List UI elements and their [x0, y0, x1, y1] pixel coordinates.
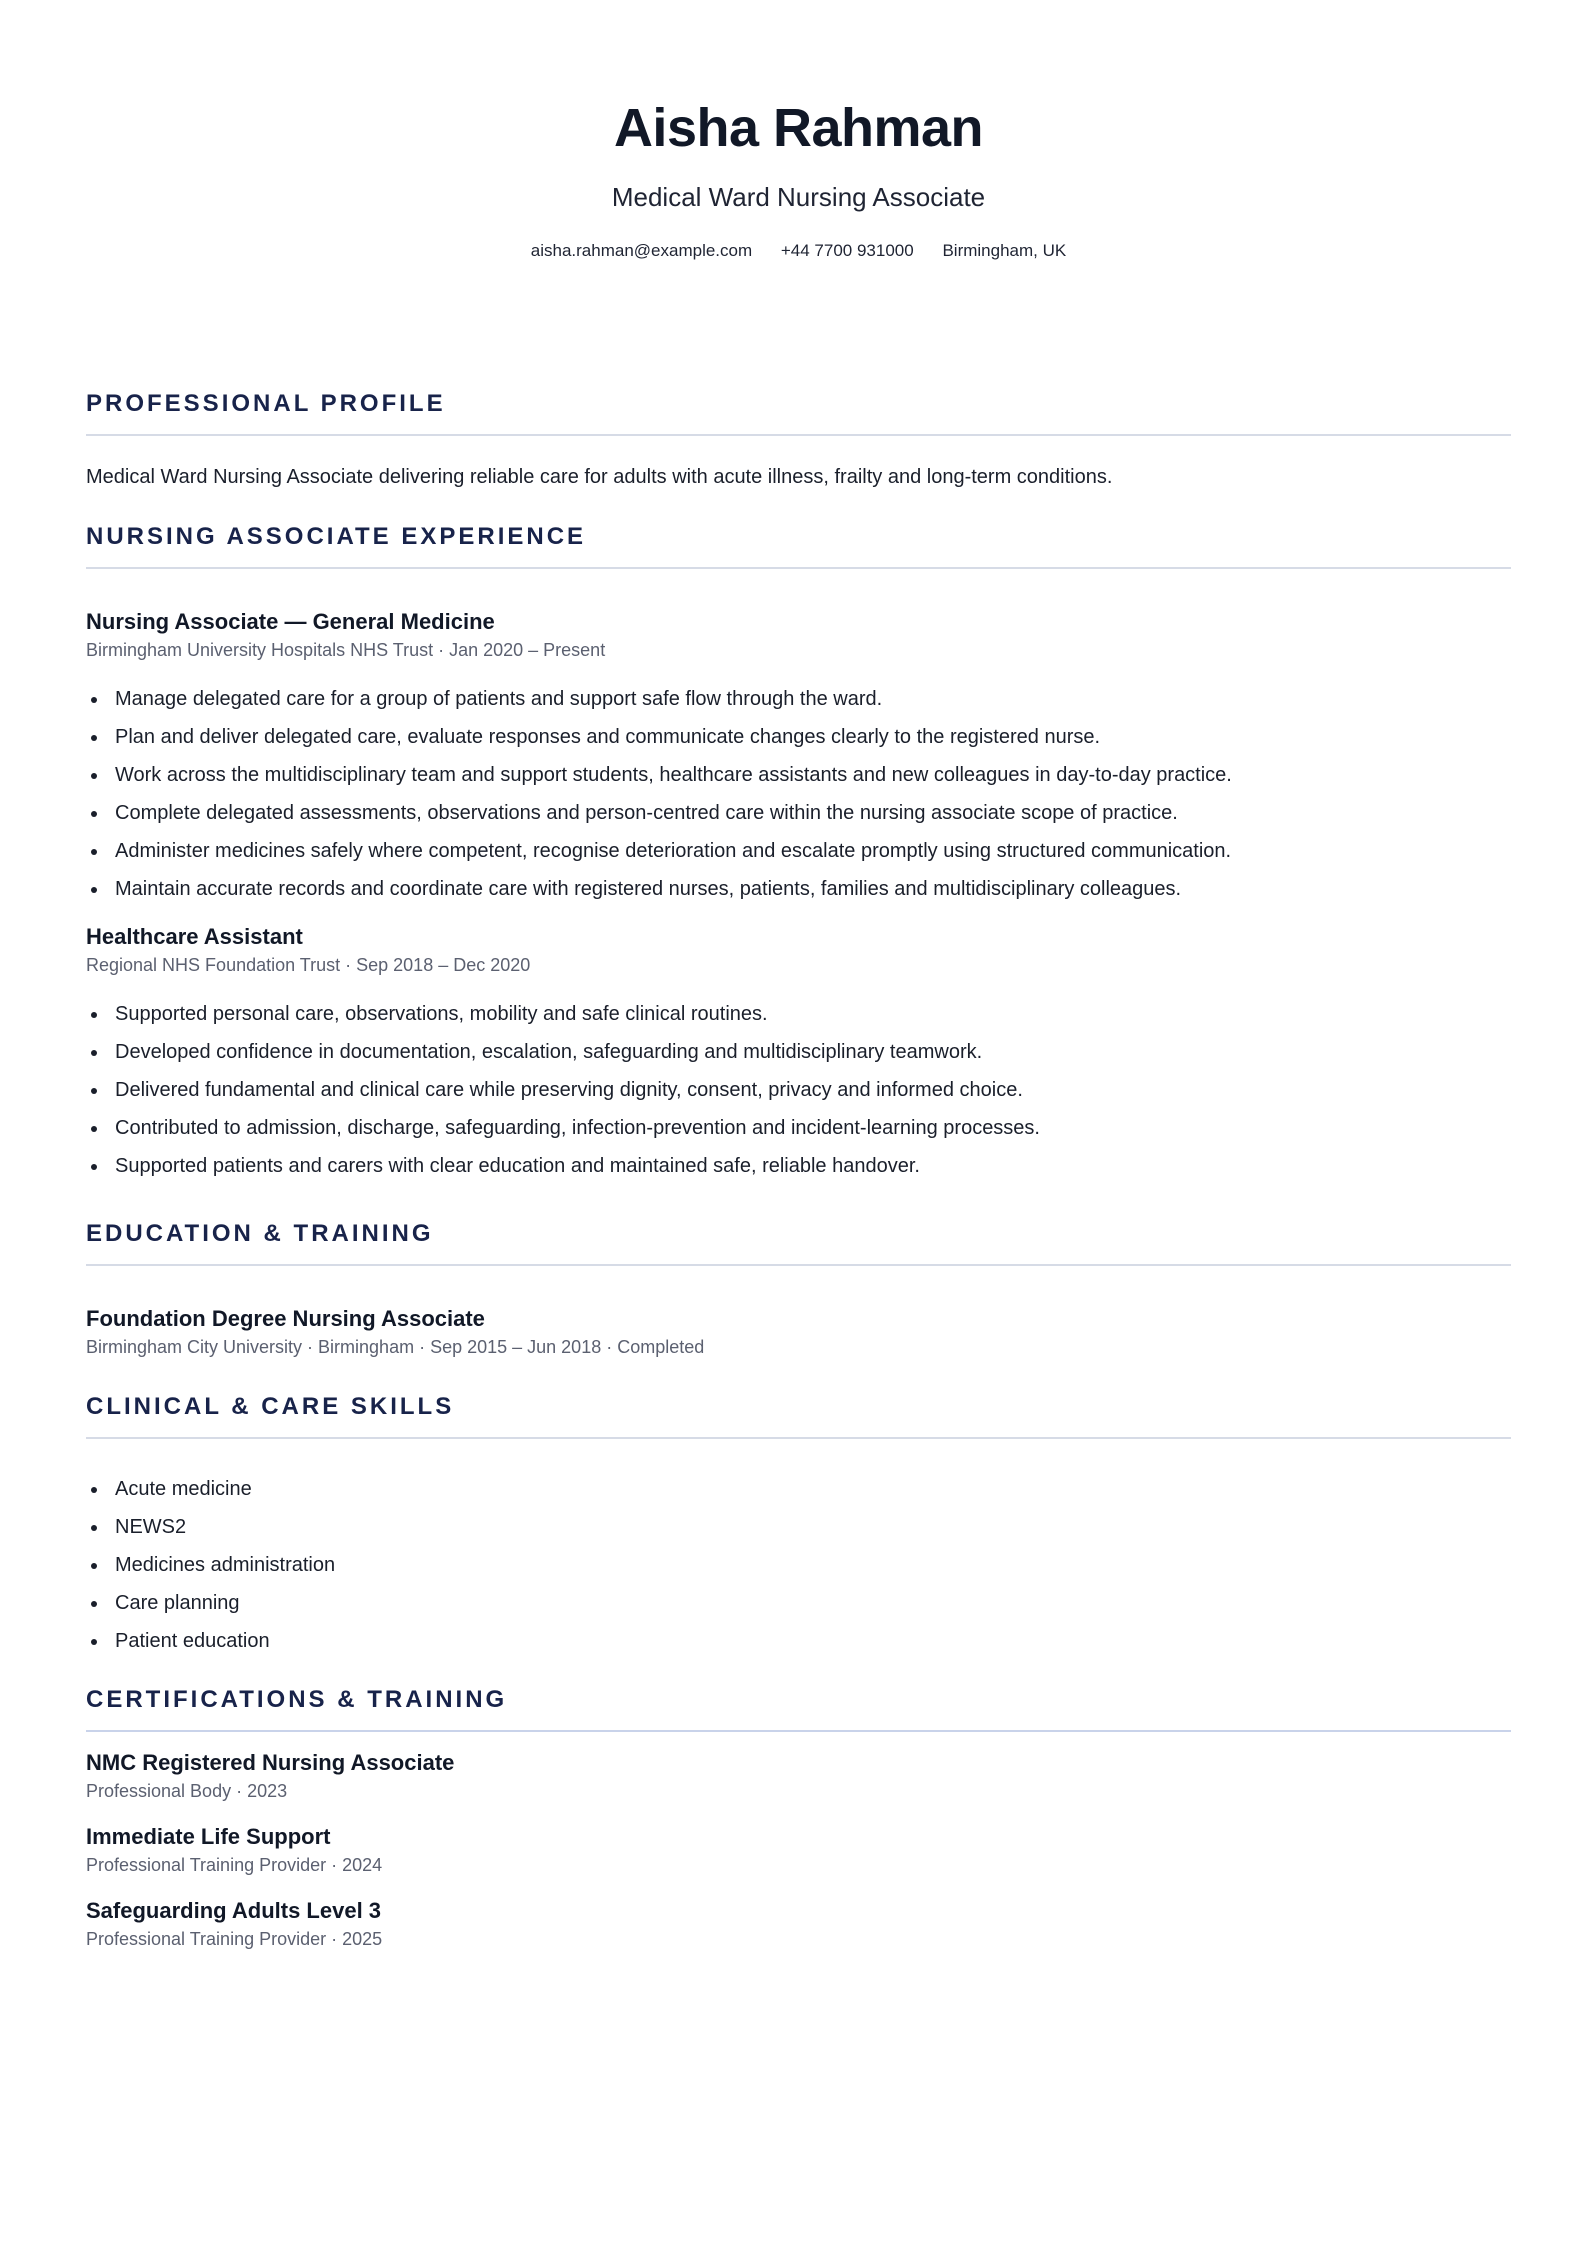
job-entry-2	[86, 924, 1511, 1185]
contact-email: aisha.rahman@example.com	[530, 241, 753, 260]
list-item: Work across the multidisciplinary team and support students, healthcare assistants and new colleagues in day-to-day practice.	[86, 756, 1511, 794]
section-divider	[86, 1730, 1511, 1732]
section-experience	[86, 523, 1511, 1185]
certification-meta: Professional Training Provider · 2025	[86, 1929, 383, 1949]
list-item: Delivered fundamental and clinical care while preserving dignity, consent, privacy and informed choice.	[86, 1071, 1511, 1109]
bullet-dot	[91, 887, 97, 893]
candidate-name: Aisha Rahman	[613, 98, 984, 158]
certification-entry	[86, 1750, 1511, 1802]
list-item: Developed confidence in documentation, escalation, safeguarding and multidisciplinary teamwork.	[86, 1033, 1511, 1071]
bullet-dot	[91, 849, 97, 855]
contact-line	[86, 241, 1511, 261]
skills-list	[86, 1470, 1511, 1660]
job-bullets	[86, 680, 1511, 908]
list-item: Maintain accurate records and coordinate care with registered nurses, patients, families and multidisciplinary colleagues.	[86, 870, 1511, 908]
list-item: Contributed to admission, discharge, safeguarding, infection-prevention and incident-learning processes.	[86, 1109, 1511, 1147]
section-divider	[86, 1437, 1511, 1439]
section-divider	[86, 1264, 1511, 1266]
section-education	[86, 1220, 1511, 1358]
section-certifications	[86, 1686, 1511, 1950]
bullet-dot	[91, 1088, 97, 1094]
bullet-dot	[91, 1012, 97, 1018]
job-title: Nursing Associate — General Medicine	[86, 609, 495, 634]
resume-header	[86, 0, 1511, 261]
degree-title: Foundation Degree Nursing Associate	[86, 1306, 485, 1331]
list-item: Complete delegated assessments, observations and person-centred care within the nursing associate scope of practice.	[86, 794, 1511, 832]
bullet-dot	[91, 1525, 97, 1531]
bullet-dot	[91, 1563, 97, 1569]
list-item: Manage delegated care for a group of patients and support safe flow through the ward.	[86, 680, 1511, 718]
section-profile	[86, 390, 1511, 490]
bullet-dot	[91, 697, 97, 703]
certification-entry	[86, 1898, 1511, 1950]
certification-meta: Professional Body · 2023	[86, 1781, 288, 1801]
section-title-certifications: CERTIFICATIONS & TRAINING	[86, 1686, 508, 1713]
section-title-skills: CLINICAL & CARE SKILLS	[86, 1393, 455, 1420]
resume-page	[86, 0, 1511, 1949]
bullet-dot	[91, 773, 97, 779]
certification-title: Immediate Life Support	[86, 1824, 331, 1849]
section-skills	[86, 1393, 1511, 1660]
list-item: Patient education	[86, 1622, 1511, 1660]
job-entry-1	[86, 609, 1511, 908]
list-item: Medicines administration	[86, 1546, 1511, 1584]
bullet-dot	[91, 1050, 97, 1056]
profile-summary: Medical Ward Nursing Associate delivering reliable care for adults with acute illness, frailty and long-term conditions.	[86, 466, 1113, 488]
education-entry	[86, 1306, 1511, 1358]
list-item: NEWS2	[86, 1508, 1511, 1546]
section-divider	[86, 434, 1511, 436]
list-item: Supported patients and carers with clear education and maintained safe, reliable handover.	[86, 1147, 1511, 1185]
list-item: Supported personal care, observations, mobility and safe clinical routines.	[86, 995, 1511, 1033]
job-title: Healthcare Assistant	[86, 924, 303, 949]
certification-meta: Professional Training Provider · 2024	[86, 1855, 383, 1875]
section-title-experience: NURSING ASSOCIATE EXPERIENCE	[86, 523, 587, 550]
certification-title: NMC Registered Nursing Associate	[86, 1750, 455, 1775]
job-bullets	[86, 995, 1511, 1185]
bullet-dot	[91, 735, 97, 741]
contact-location: Birmingham, UK	[942, 241, 1067, 260]
certification-entry	[86, 1824, 1511, 1876]
job-meta: Regional NHS Foundation Trust · Sep 2018 – Dec 2020	[86, 955, 531, 975]
certification-title: Safeguarding Adults Level 3	[86, 1898, 382, 1923]
list-item: Acute medicine	[86, 1470, 1511, 1508]
bullet-dot	[91, 1487, 97, 1493]
list-item: Plan and deliver delegated care, evaluate responses and communicate changes clearly to the registered nurse.	[86, 718, 1511, 756]
bullet-dot	[91, 811, 97, 817]
section-title-education: EDUCATION & TRAINING	[86, 1220, 434, 1247]
job-meta: Birmingham University Hospitals NHS Trust · Jan 2020 – Present	[86, 640, 606, 660]
bullet-dot	[91, 1639, 97, 1645]
bullet-dot	[91, 1164, 97, 1170]
degree-meta: Birmingham City University · Birmingham · Sep 2015 – Jun 2018 · Completed	[86, 1337, 705, 1357]
candidate-headline: Medical Ward Nursing Associate	[611, 182, 986, 212]
bullet-dot	[91, 1126, 97, 1132]
section-divider	[86, 567, 1511, 569]
list-item: Care planning	[86, 1584, 1511, 1622]
contact-phone: +44 7700 931000	[780, 241, 914, 260]
list-item: Administer medicines safely where competent, recognise deterioration and escalate promptly using structured communication.	[86, 832, 1511, 870]
bullet-dot	[91, 1601, 97, 1607]
section-title-profile: PROFESSIONAL PROFILE	[86, 390, 446, 417]
